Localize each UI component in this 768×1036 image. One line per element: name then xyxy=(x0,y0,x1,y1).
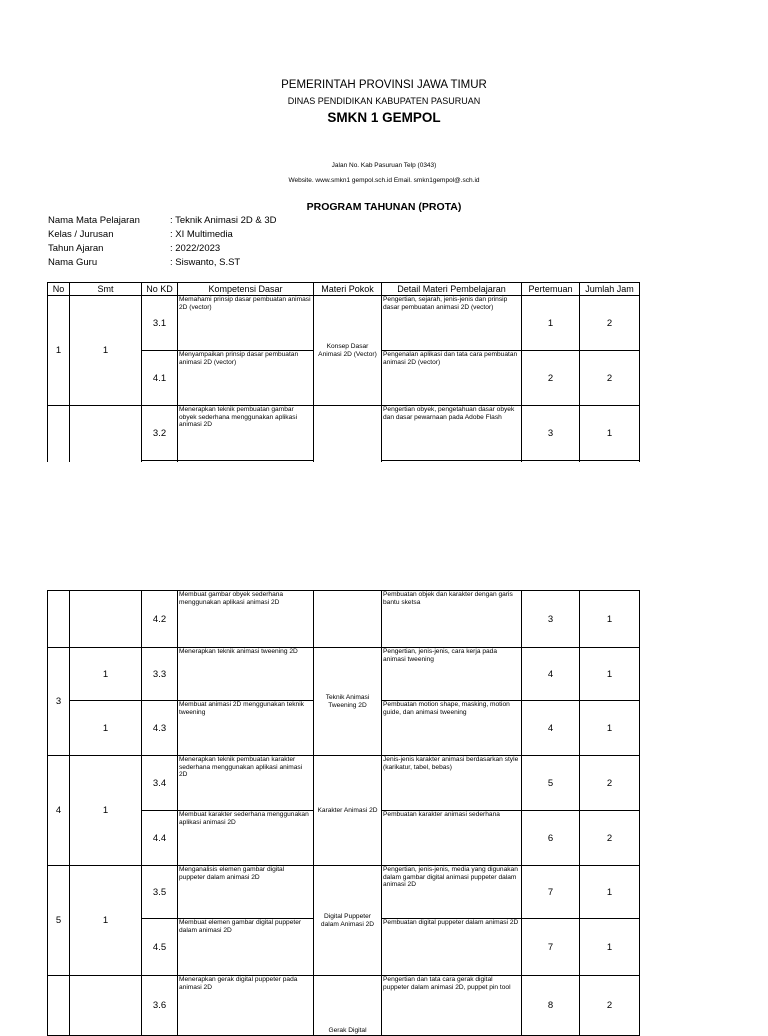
cell-kompetensi: Memahami prinsip dasar pembuatan animasi 2D (vector) xyxy=(178,296,314,351)
table-row xyxy=(48,756,640,811)
cell-kd: 4.1 xyxy=(142,351,178,406)
cell-kd: 3.2 xyxy=(142,406,178,461)
cell-detail: Pengertian, jenis-jenis, cara kerja pada animasi tweening xyxy=(382,648,522,701)
cell-jam: 1 xyxy=(580,919,640,976)
col-header: Smt xyxy=(70,283,142,296)
cell-no: 3 xyxy=(48,648,70,756)
school-web-email: Website. www.smkn1 gempol.sch.id Email. smkn1gempol@.sch.id xyxy=(288,177,480,184)
info-class xyxy=(48,228,233,242)
cell-smt: 1 xyxy=(70,701,142,756)
cell-materi: Digital Puppeter dalam Animasi 2D xyxy=(314,866,382,976)
page-2 xyxy=(0,590,768,1035)
page-1 xyxy=(0,0,768,462)
cell-pertemuan: 4 xyxy=(522,648,580,701)
cell-detail: Pembuatan objek dan karakter dengan garis bantu sketsa xyxy=(382,591,522,648)
cell-kd: 4.5 xyxy=(142,919,178,976)
cell-jam: 2 xyxy=(580,296,640,351)
cell-detail: Pengertian dan tata cara gerak digital puppeter dalam animasi 2D, puppet pin tool xyxy=(382,976,522,1036)
cell-detail: Pembuatan motion shape, masking, motion guide, dan animasi tweening xyxy=(382,701,522,756)
cell-materi: Gerak Digital xyxy=(314,976,382,1036)
cell-kompetensi: Membuat animasi 2D menggunakan teknik tweening xyxy=(178,701,314,756)
col-header: Jumlah Jam xyxy=(580,283,640,296)
cell-jam: 1 xyxy=(580,406,640,461)
cell-kd: 3.3 xyxy=(142,648,178,701)
cell-detail: Pembuatan digital puppeter dalam animasi 2D xyxy=(382,919,522,976)
cell-kd: 3.5 xyxy=(142,866,178,919)
dept-heading: DINAS PENDIDIKAN KABUPATEN PASURUAN xyxy=(287,96,481,106)
cell-jam: 2 xyxy=(580,756,640,811)
cell-detail: Pengertian, jenis-jenis, media yang digunakan dalam gambar digital animasi puppeter dalam animasi 2D xyxy=(382,866,522,919)
cell-pertemuan: 3 xyxy=(522,406,580,461)
cell-jam: 2 xyxy=(580,351,640,406)
table-row xyxy=(48,591,640,648)
cell-smt: 1 xyxy=(70,866,142,976)
cell-kompetensi: Menerapkan teknik animasi tweening 2D xyxy=(178,648,314,701)
info-value: : 2022/2023 xyxy=(170,243,221,254)
info-label: Kelas / Jurusan xyxy=(48,229,114,240)
table-row xyxy=(48,406,640,461)
cell-jam: 2 xyxy=(580,976,640,1036)
cell-kompetensi: Menyampaikan prinsip dasar pembuatan animasi 2D (vector) xyxy=(178,351,314,406)
cell-kompetensi: Membuat karakter sederhana menggunakan aplikasi animasi 2D xyxy=(178,811,314,866)
cell-detail: Pengertian obyek, pengetahuan dasar obyek dan dasar pewarnaan pada Adobe Flash xyxy=(382,406,522,461)
cell-no: 4 xyxy=(48,756,70,866)
info-label: Nama Mata Pelajaran xyxy=(48,215,140,226)
cell-materi: Karakter Animasi 2D xyxy=(314,756,382,866)
page-break xyxy=(0,462,768,590)
col-header: Materi Pokok xyxy=(314,283,382,296)
info-teacher xyxy=(48,256,240,270)
cell-no: 5 xyxy=(48,866,70,976)
cell-jam: 1 xyxy=(580,701,640,756)
cell-smt: 1 xyxy=(70,648,142,701)
table-row xyxy=(48,866,640,919)
cell-pertemuan: 2 xyxy=(522,351,580,406)
cell-pertemuan: 3 xyxy=(522,591,580,648)
info-value: : Teknik Animasi 2D & 3D xyxy=(170,215,277,226)
cell-kd: 4.4 xyxy=(142,811,178,866)
info-value: : Siswanto, S.ST xyxy=(170,257,241,268)
cell-kd: 4.2 xyxy=(142,591,178,648)
cell-pertemuan: 6 xyxy=(522,811,580,866)
cell-kompetensi: Menerapkan teknik pembuatan karakter sederhana menggunakan aplikasi animasi 2D xyxy=(178,756,314,811)
cell-no: 1 xyxy=(48,296,70,406)
cell-pertemuan: 5 xyxy=(522,756,580,811)
info-label: Nama Guru xyxy=(48,257,98,268)
cell-kompetensi: Menganalisis elemen gambar digital puppeter dalam animasi 2D xyxy=(178,866,314,919)
cell-detail: Jenis-jenis karakter animasi berdasarkan style (karikatur, tabel, bebas) xyxy=(382,756,522,811)
cell-pertemuan: 4 xyxy=(522,701,580,756)
cell-materi: Teknik Animasi Tweening 2D xyxy=(314,648,382,756)
info-year xyxy=(48,242,220,256)
table-row xyxy=(48,648,640,701)
cell-kd: 3.4 xyxy=(142,756,178,811)
school-address: Jalan No. Kab Pasuruan Telp (0343) xyxy=(331,162,437,169)
info-value: : XI Multimedia xyxy=(170,229,233,240)
col-header: Detail Materi Pembelajaran xyxy=(382,283,522,296)
col-header: Kompetensi Dasar xyxy=(178,283,314,296)
cell-detail: Pengertian, sejarah, jenis-jenis dan prinsip dasar pembuatan animasi 2D (vector) xyxy=(382,296,522,351)
cell-jam: 1 xyxy=(580,866,640,919)
cell-kompetensi: Menerapkan gerak digital puppeter pada animasi 2D xyxy=(178,976,314,1036)
cell-pertemuan: 7 xyxy=(522,866,580,919)
col-header: No KD xyxy=(142,283,178,296)
gov-heading: PEMERINTAH PROVINSI JAWA TIMUR xyxy=(281,79,487,91)
cell-kd: 4.3 xyxy=(142,701,178,756)
cell-kd: 3.1 xyxy=(142,296,178,351)
cell-jam: 2 xyxy=(580,811,640,866)
cell-detail: Pengenalan aplikasi dan tata cara pembuatan animasi 2D (vector) xyxy=(382,351,522,406)
col-header: No xyxy=(48,283,70,296)
cell-pertemuan: 7 xyxy=(522,919,580,976)
cell-kompetensi: Membuat elemen gambar digital puppeter dalam animasi 2D xyxy=(178,919,314,976)
info-subject xyxy=(48,214,276,228)
cell-kd: 3.6 xyxy=(142,976,178,1036)
cell-materi: Konsep Dasar Animasi 2D (Vector) xyxy=(314,296,382,406)
cell-kompetensi: Membuat gambar obyek sederhana menggunakan aplikasi animasi 2D xyxy=(178,591,314,648)
cell-pertemuan: 1 xyxy=(522,296,580,351)
doc-title: PROGRAM TAHUNAN (PROTA) xyxy=(306,201,462,213)
table-header-row xyxy=(48,283,640,296)
cell-pertemuan: 8 xyxy=(522,976,580,1036)
school-name: SMKN 1 GEMPOL xyxy=(327,110,441,125)
table-row xyxy=(48,976,640,1036)
prota-table-part2 xyxy=(47,590,640,1036)
cell-smt: 1 xyxy=(70,296,142,406)
col-header: Pertemuan xyxy=(522,283,580,296)
cell-jam: 1 xyxy=(580,648,640,701)
cell-detail: Pembuatan karakter animasi sederhana xyxy=(382,811,522,866)
table-row xyxy=(48,296,640,351)
cell-kompetensi: Menerapkan teknik pembuatan gambar obyek sederhana menggunakan aplikasi animasi 2D xyxy=(178,406,314,461)
cell-jam: 1 xyxy=(580,591,640,648)
info-label: Tahun Ajaran xyxy=(48,243,104,254)
cell-smt: 1 xyxy=(70,756,142,866)
